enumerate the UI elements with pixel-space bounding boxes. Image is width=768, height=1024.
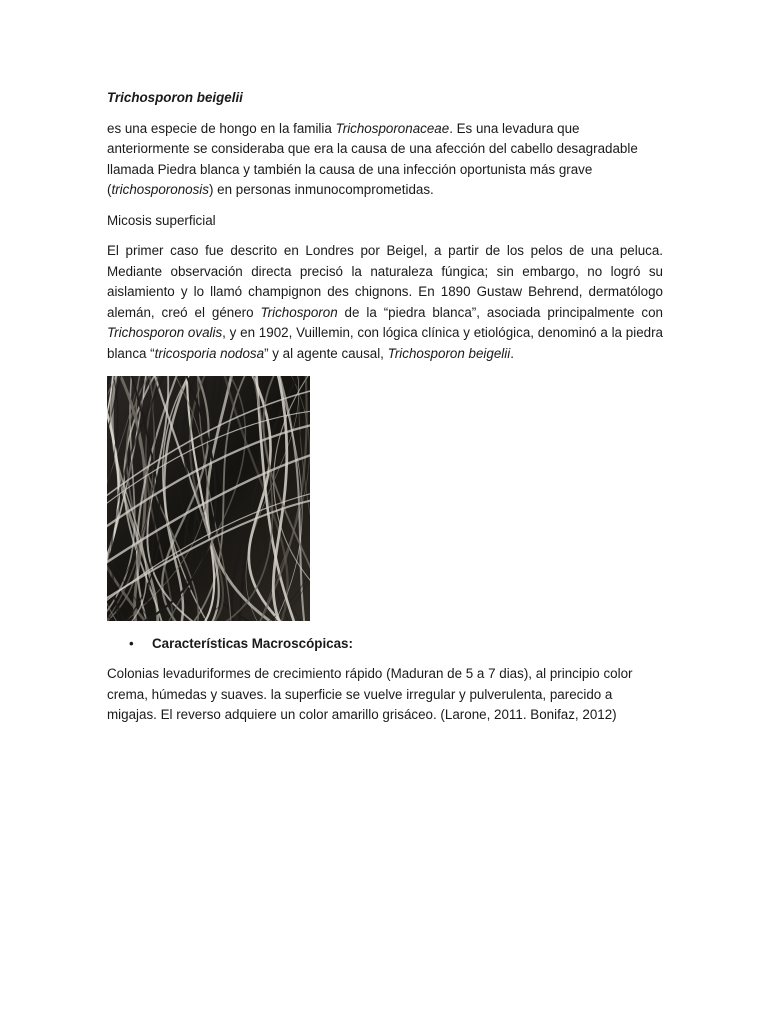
italic-text: tricosporia nodosa — [154, 345, 265, 361]
italic-text: Trichosporon beigelii — [387, 345, 511, 361]
bullet-label: Características Macroscópicas: — [152, 636, 353, 651]
history-paragraph — [107, 241, 663, 364]
italic-text: Trichosporonaceae — [335, 120, 450, 136]
macroscopic-paragraph: Colonias levaduriformes de crecimiento rápido (Maduran de 5 a 7 dias), al principio color crema, húmedas y suaves. la superficie se vuelve irregular y pulverulenta, parecido a migajas. El reverso adquiere un color amarillo grisáceo. (Larone, 2011. Bonifaz, 2012) — [107, 666, 633, 722]
text-run: ) en personas inmunocomprometidas. — [208, 182, 434, 197]
text-run: . Es una levadura que anteriormente se consideraba que era la causa de una afección del cabello desagradable llamada Piedra blanca y también la causa de una infección oportunista más grave ( — [107, 120, 638, 197]
hair-photo — [107, 376, 310, 621]
italic-text: Trichosporon — [260, 304, 338, 320]
italic-text: Trichosporon ovalis — [107, 325, 223, 340]
text-run: de la “piedra blanca”, asociada principalmente con — [337, 304, 663, 320]
bullet-symbol: • — [129, 636, 134, 651]
text-run: , y en 1902, Vuillemin, con lógica clínica y etiológica, denominó a la piedra blanca “ — [107, 325, 664, 361]
text-run: es una especie de hongo en la familia — [107, 120, 336, 136]
text-run: El primer caso fue descrito en Londres por Beigel, a partir de los pelos de una peluca. Mediante observación directa precisó la naturaleza fúngica; sin embargo, no logró su aislamiento y lo llamó champignon des chignons. En 1890 Gustaw Behrend, dermatólogo alemán, creó el género — [107, 243, 663, 320]
intro-paragraph — [107, 119, 663, 201]
bullet-item — [107, 636, 663, 651]
text-run: . — [510, 345, 514, 361]
text-run: ” y al agente causal, — [264, 345, 388, 361]
italic-text: trichosporonosis — [111, 182, 209, 197]
document-title: Trichosporon beigelii — [107, 90, 243, 105]
document-body — [107, 88, 663, 726]
section-heading: Micosis superficial — [107, 212, 216, 228]
